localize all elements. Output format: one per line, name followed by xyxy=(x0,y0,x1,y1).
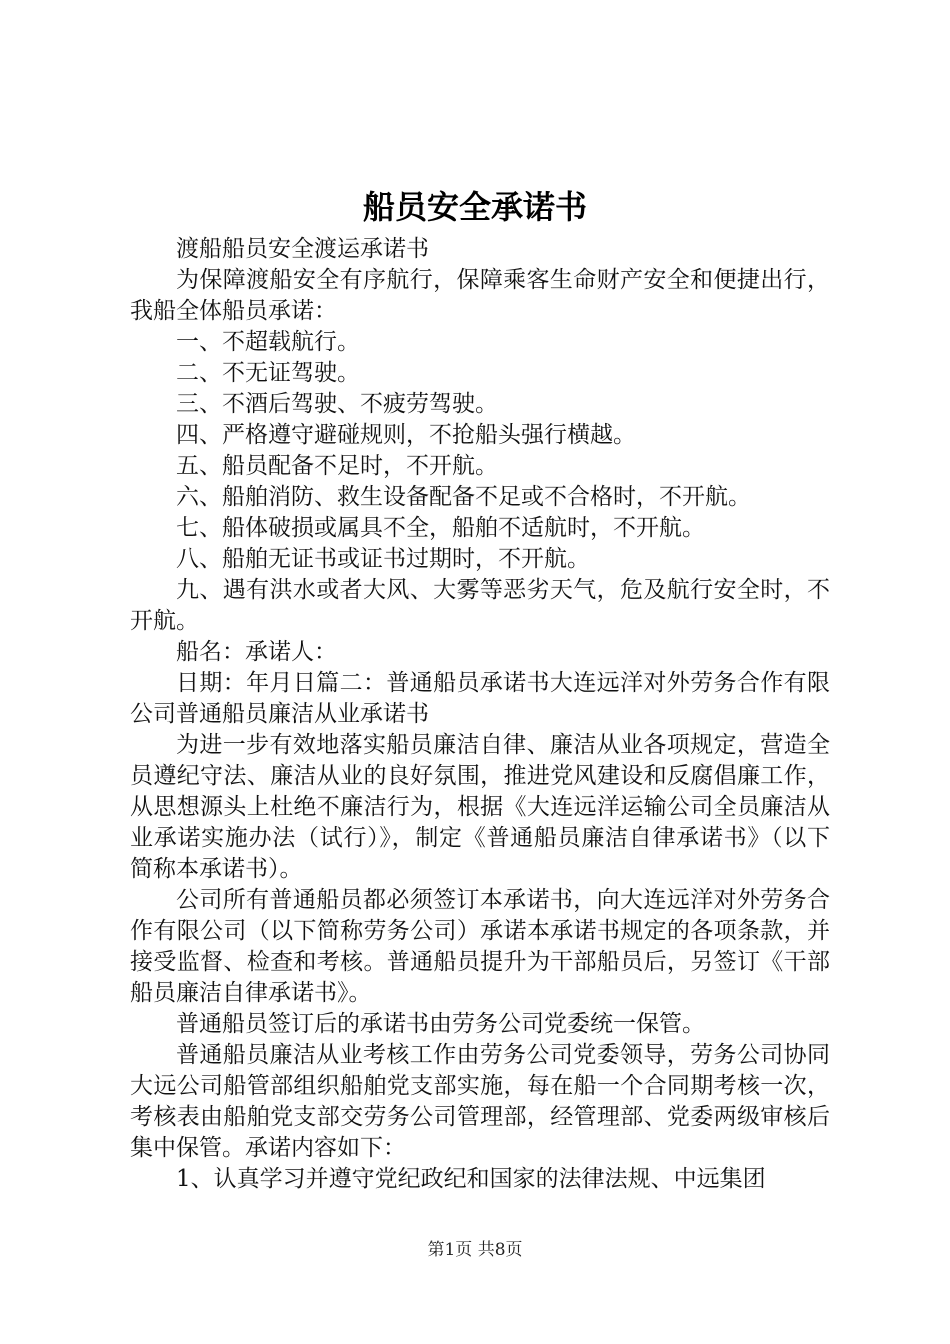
document-title: 船员安全承诺书 xyxy=(362,188,587,226)
signature-line: 船名：承诺人： xyxy=(176,639,337,665)
paragraph: 1、认真学习并遵守党纪政纪和国家的法律法规、中远集团 xyxy=(176,1166,766,1192)
list-item: 二、不无证驾驶。 xyxy=(176,360,360,386)
list-item: 三、不酒后驾驶、不疲劳驾驶。 xyxy=(176,391,498,417)
list-item: 七、船体破损或属具不全，船舶不适航时，不开航。 xyxy=(176,515,705,541)
paragraph: 公司所有普通船员都必须签订本承诺书，向大连远洋对外劳务合作有限公司（以下简称劳务公司）承诺本承诺书规定的各项条款，并接受监督、检查和考核。普通船员提升为干部船员后，另签订《干部船员廉洁自律承诺书》。 xyxy=(130,887,830,1006)
list-item: 四、严格遵守避碰规则，不抢船头强行横越。 xyxy=(176,422,636,448)
paragraph: 日期：年月日篇二：普通船员承诺书大连远洋对外劳务合作有限公司普通船员廉洁从业承诺书 xyxy=(130,670,830,727)
paragraph: 渡船船员安全渡运承诺书 xyxy=(176,236,429,262)
paragraph: 为进一步有效地落实船员廉洁自律、廉洁从业各项规定，营造全员遵纪守法、廉洁从业的良好氛围，推进党风建设和反腐倡廉工作，从思想源头上杜绝不廉洁行为，根据《大连远洋运输公司全员廉洁从业承诺实施办法（试行）》，制定《普通船员廉洁自律承诺书》（以下简称本承诺书）。 xyxy=(130,732,830,882)
list-item: 一、不超载航行。 xyxy=(176,329,360,355)
page-footer: 第1页 共8页 xyxy=(427,1240,523,1260)
list-item: 六、船舶消防、救生设备配备不足或不合格时，不开航。 xyxy=(176,484,751,510)
paragraph: 普通船员签订后的承诺书由劳务公司党委统一保管。 xyxy=(176,1011,705,1037)
paragraph: 普通船员廉洁从业考核工作由劳务公司党委领导，劳务公司协同大远公司船管部组织船舶党支部实施，每在船一个合同期考核一次，考核表由船舶党支部交劳务公司管理部，经管理部、党委两级审核后集中保管。承诺内容如下： xyxy=(130,1042,830,1161)
paragraph: 为保障渡船安全有序航行，保障乘客生命财产安全和便捷出行，我船全体船员承诺： xyxy=(130,267,830,324)
list-item: 九、遇有洪水或者大风、大雾等恶劣天气，危及航行安全时，不开航。 xyxy=(130,577,830,634)
document-body xyxy=(130,234,830,1195)
list-item: 八、船舶无证书或证书过期时，不开航。 xyxy=(176,546,590,572)
list-item: 五、船员配备不足时，不开航。 xyxy=(176,453,498,479)
